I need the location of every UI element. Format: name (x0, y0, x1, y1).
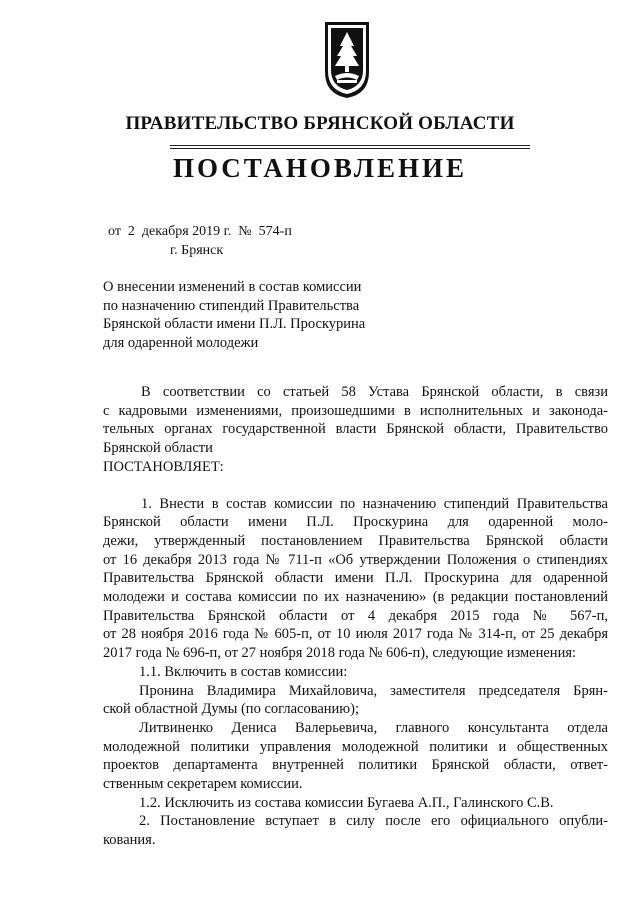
document-type-title: ПОСТАНОВЛЕНИЕ (172, 153, 468, 183)
preamble-line: В соответствии со статьей 58 Устава Брянской области, в связи (141, 384, 608, 400)
person-2-line: проектов департамента внутренней политики Брянской области, ответ- (103, 757, 608, 774)
clause-1-line: Правительства Брянской области от 4 декабря 2015 года № 567-п, (103, 607, 608, 624)
clause-1-line: 1. Внести в состав комиссии по назначению стипендий Правительства (141, 495, 608, 512)
clause-1-line: дежи, утвержденный постановлением Правительства Брянской области (103, 532, 608, 549)
header-rule-bottom (170, 148, 530, 149)
document-body (103, 383, 608, 850)
clause-1-line: молодежи и состава комиссии по их назначению» (в редакции постановлений (103, 589, 608, 606)
clause-1-line: Брянской области имени П.Л. Проскурина для одаренной моло- (103, 514, 608, 531)
subject-line: О внесении изменений в состав комиссии (103, 279, 362, 295)
clause-1-2: 1.2. Исключить из состава комиссии Бугаева А.П., Галинского С.В. (139, 794, 554, 811)
clause-2-line: кования. (103, 832, 156, 849)
preamble-line: тельных органах государственной власти Брянской области, Правительство (103, 421, 608, 438)
clause-1-1: 1.1. Включить в состав комиссии: (139, 663, 348, 680)
person-1-line: Пронина Владимира Михайловича, заместителя председателя Брян- (139, 682, 608, 699)
coat-of-arms-icon (323, 20, 371, 100)
clause-1-line: от 16 декабря 2013 года № 711-п «Об утверждении Положения о стипендиях (103, 551, 608, 568)
clause-1-line: от 28 ноября 2016 года № 605-п, от 10 июля 2017 года № 314-п, от 25 декабря (103, 626, 608, 643)
person-1-line: ской областной Думы (по согласованию); (103, 701, 359, 718)
document-city: г. Брянск (170, 243, 224, 258)
person-2-line: ственным секретарем комиссии. (103, 776, 303, 793)
header-rule-top (170, 145, 530, 146)
clause-1-line: 2017 года № 696-п, от 27 ноября 2018 года № 606-п), следующие изменения: (103, 645, 577, 662)
document-subject (103, 278, 365, 352)
document-date-number: от 2 декабря 2019 г. № 574-п (108, 224, 292, 239)
subject-line: для одаренной молодежи (103, 334, 259, 351)
subject-line: по назначению стипендий Правительства (103, 297, 360, 314)
resolves-keyword: ПОСТАНОВЛЯЕТ: (103, 458, 224, 475)
government-title: ПРАВИТЕЛЬСТВО БРЯНСКОЙ ОБЛАСТИ (125, 113, 515, 134)
subject-line: Брянской области имени П.Л. Проскурина (103, 316, 366, 332)
preamble-line: с кадровыми изменениями, произошедшими в исполнительных и законода- (103, 402, 608, 419)
person-2-line: молодежной политики управления молодежной политики и общественных (103, 738, 608, 755)
clause-2-line: 2. Постановление вступает в силу после его официального опубли- (139, 813, 608, 830)
preamble-line: Брянской области (103, 440, 213, 457)
clause-1-line: Правительства Брянской области имени П.Л. Проскурина для одаренной (103, 570, 608, 587)
person-2-line: Литвиненко Дениса Валерьевича, главного консультанта отдела (139, 719, 608, 736)
